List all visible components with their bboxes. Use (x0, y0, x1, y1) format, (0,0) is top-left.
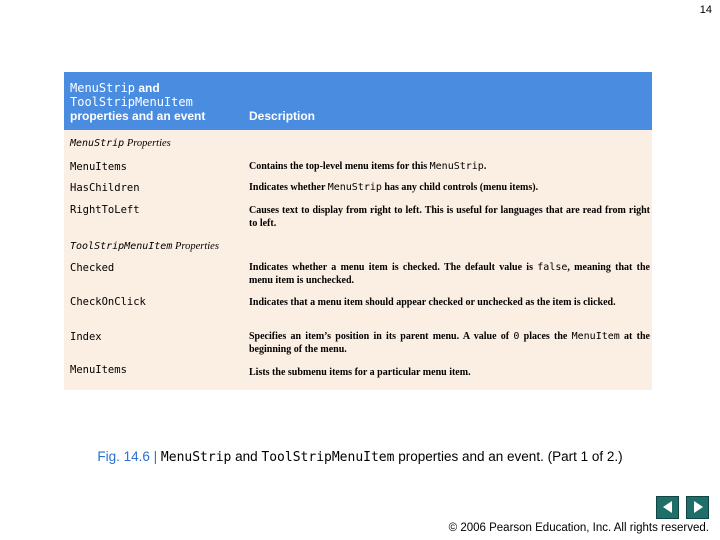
property-description (249, 161, 650, 174)
property-description (249, 331, 650, 356)
description-text: has any child controls (menu items). (381, 182, 539, 193)
description-text: . (483, 161, 487, 172)
section-title-text: Properties (172, 241, 219, 252)
copyright-notice: © 2006 Pearson Education, Inc. All rights reserved. (448, 522, 709, 534)
figure-caption (0, 449, 720, 465)
property-description (249, 205, 650, 230)
header-column-property (70, 81, 205, 123)
description-text: places the (519, 331, 572, 342)
page-number: 14 (699, 4, 712, 16)
property-name: RightToLeft (70, 204, 140, 216)
property-description (249, 367, 650, 380)
inline-code: 0 (513, 331, 520, 342)
property-description (249, 297, 650, 310)
inline-code: false (537, 262, 568, 273)
property-name: Checked (70, 262, 115, 274)
section-title-toolstripmenuitem (70, 241, 219, 252)
inline-code: MenuStrip (327, 182, 382, 193)
section-title-code: ToolStripMenuItem (70, 241, 173, 252)
section-title-text: Properties (124, 138, 171, 149)
caption-text: properties and an event. (Part 1 of 2.) (394, 449, 623, 464)
property-name: MenuItems (70, 364, 127, 376)
right-arrow-icon (694, 501, 703, 513)
header-code-toolstripmenuitem: ToolStripMenuItem (70, 95, 193, 109)
description-text: at the beginning of the menu. (249, 331, 650, 355)
next-slide-button[interactable] (686, 496, 709, 519)
property-name: MenuItems (70, 161, 127, 173)
header-code-menustrip: MenuStrip (70, 81, 136, 95)
header-column-description: Description (249, 109, 316, 123)
previous-slide-button[interactable] (656, 496, 679, 519)
section-title-menustrip (70, 138, 171, 149)
properties-table (64, 72, 652, 390)
property-name: HasChildren (70, 182, 140, 194)
header-properties-text: properties and an event (70, 109, 206, 123)
left-arrow-icon (663, 501, 672, 513)
caption-code-menustrip: MenuStrip (160, 450, 232, 465)
caption-text: and (231, 449, 262, 464)
section-title-code: MenuStrip (70, 138, 125, 149)
property-description (249, 182, 650, 195)
description-text: Lists the submenu items for a particular menu item. (249, 367, 471, 378)
property-name: Index (70, 331, 102, 343)
inline-code: MenuStrip (429, 161, 484, 172)
figure-label: Fig. 14.6 | (97, 449, 161, 464)
property-name: CheckOnClick (70, 296, 146, 308)
description-text: Indicates whether (249, 182, 328, 193)
property-description (249, 262, 650, 287)
description-text: Causes text to display from right to left. This is useful for languages that are read from right to left. (249, 205, 650, 229)
header-and-text: and (135, 81, 160, 95)
description-text: Contains the top-level menu items for this (249, 161, 430, 172)
description-text: , meaning that the menu item is unchecked. (249, 262, 650, 286)
caption-code-toolstripmenuitem: ToolStripMenuItem (261, 450, 395, 465)
description-text: Indicates whether a menu item is checked. The default value is (249, 262, 538, 273)
inline-code: MenuItem (571, 331, 620, 342)
description-text: Indicates that a menu item should appear checked or unchecked as the item is clicked. (249, 297, 616, 308)
table-header (64, 72, 652, 130)
description-text: Specifies an item’s position in its parent menu. A value of (249, 331, 514, 342)
